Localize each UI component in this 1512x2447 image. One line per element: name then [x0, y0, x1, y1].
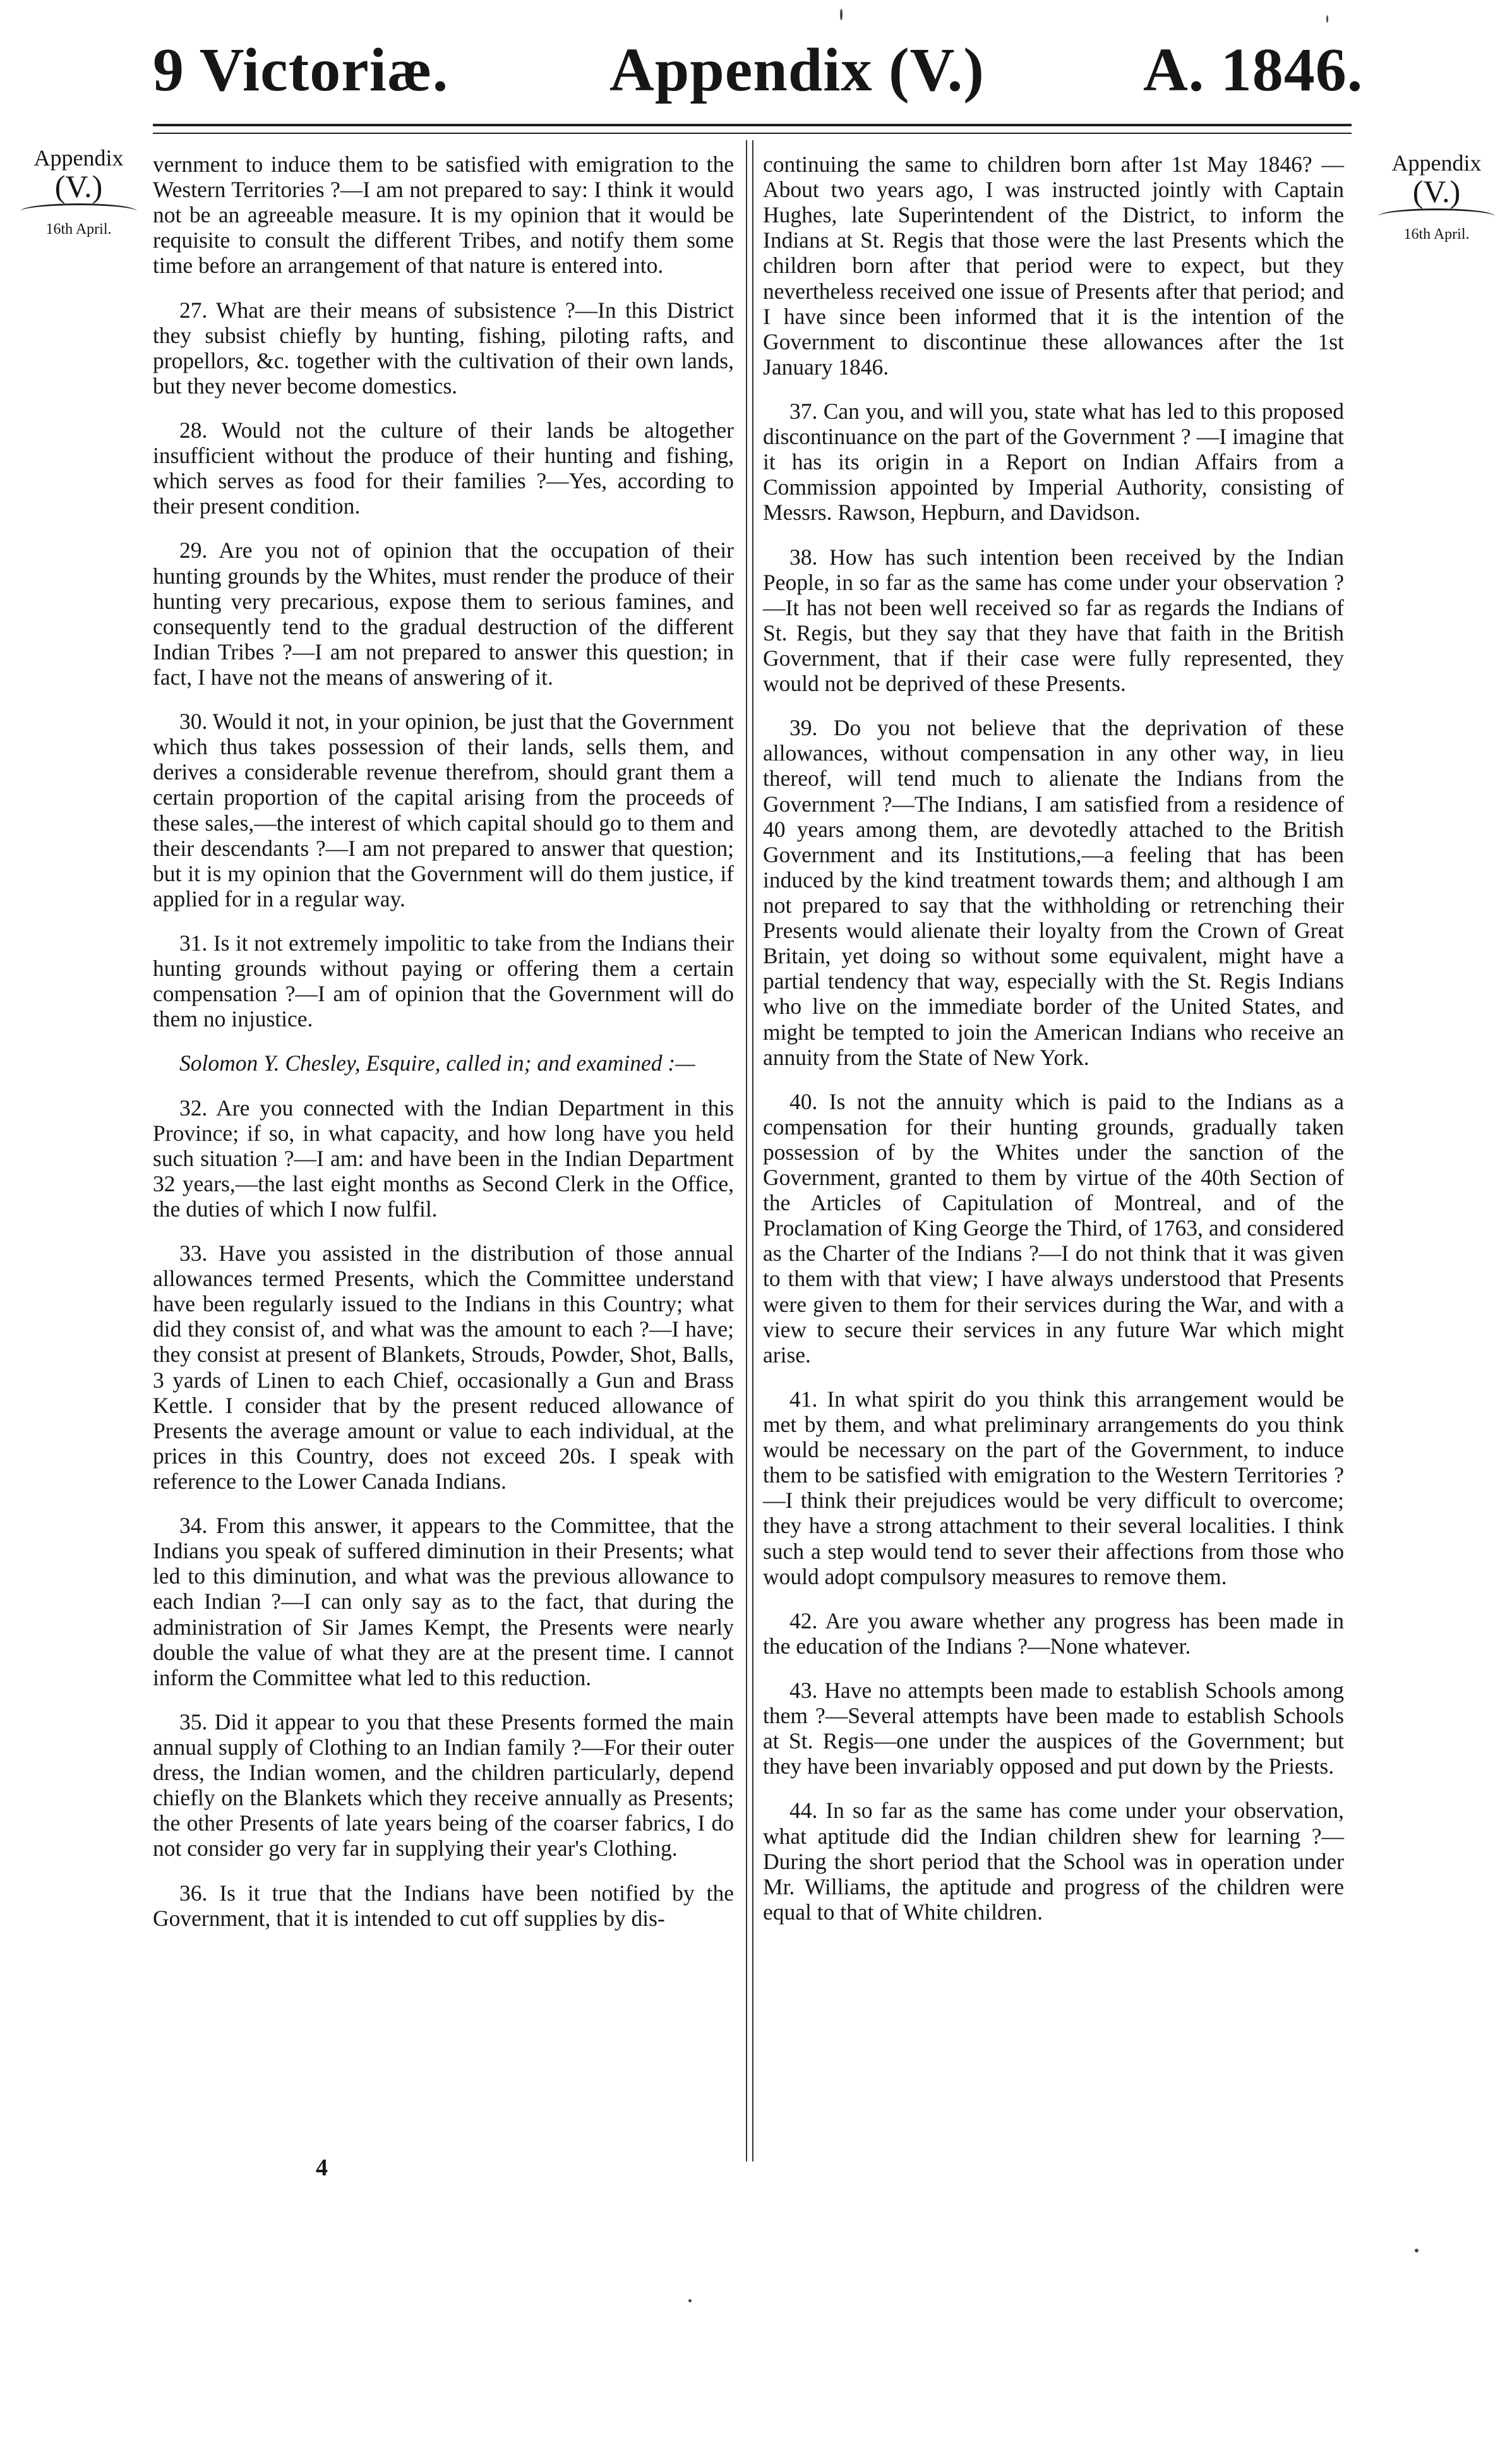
brace-mark	[20, 203, 137, 219]
print-speck	[840, 9, 843, 20]
column-separator	[746, 140, 753, 2161]
question-44: 44. In so far as the same has come under your observation, what aptitude did the Indian children shew for learning ?—During the short period that the School was in operation under Mr. Williams, the aptitude and progress of the children were equal to that of White children.	[763, 1798, 1344, 1925]
witness-called: Solomon Y. Chesley, Esquire, called in; and examined :—	[179, 1050, 695, 1076]
margin-note-date: 16th April.	[45, 220, 112, 237]
margin-note-left	[14, 147, 143, 237]
page-number: 4	[316, 2155, 328, 2181]
margin-note-appendix: (V.)	[1412, 173, 1461, 209]
question-32: 32. Are you connected with the Indian Department in this Province; if so, in what capacity, and how long have you held such situation ?—I am: and have been in the Indian Department 32 years,—the last eight months as Second Clerk in the Office, the duties of which I now fulfil.	[153, 1095, 734, 1222]
header-session: 9 Victoriæ.	[153, 36, 449, 104]
margin-note-appendix: (V.)	[54, 168, 103, 204]
margin-note-right	[1372, 152, 1501, 243]
question-37: 37. Can you, and will you, state what has led to this proposed discontinuance on the part of the Government ? —I imagine that it has its origin in a Report on Indian Affairs from a Commission appointed by Imperial Authority, consisting of Messrs. Rawson, Hepburn, and Davidson.	[763, 398, 1344, 526]
question-41: 41. In what spirit do you think this arrangement would be met by them, and what preliminary arrangements do you think would be necessary on the part of the Government, to induce them to be satisfied with emigration to the Western Territories ?—I think their prejudices would be very difficult to overcome; they have a strong attachment to their several localities. I think such a step would tend to sever their affections from those who would adopt compulsory measures to remove them.	[763, 1386, 1344, 1589]
question-33: 33. Have you assisted in the distribution of those annual allowances termed Presents, which the Committee understand have been regularly issued to the Indians in this Country; what did they consist of, and what was the amount to each ?—I have; they consist at present of Blankets, Strouds, Powder, Shot, Balls, 3 yards of Linen to each Chief, occasionally a Gun and Brass Kettle. I consider that by the present reduced allowance of Presents the average amount or value to each individual, at the prices in this Country, does not exceed 20s. I speak with reference to the Lower Canada Indians.	[153, 1241, 734, 1494]
margin-note-date: 16th April.	[1403, 225, 1470, 243]
question-36: 36. Is it true that the Indians have been notified by the Government, that it is intended to cut off supplies by dis-	[153, 1880, 734, 1931]
question-38: 38. How has such intention been received by the Indian People, in so far as the same has come under your observation ?—It has not been well received so far as regards the Indians of St. Regis, but they say that they have that faith in the British Government, that if their case were fully represented, they would not be deprived of these Presents.	[763, 544, 1344, 697]
margin-note-title: Appendix	[1391, 150, 1482, 176]
question-42: 42. Are you aware whether any progress has been made in the education of the Indians ?—None whatever.	[763, 1608, 1344, 1659]
header-appendix: Appendix (V.)	[609, 36, 985, 104]
paragraph-continuation: continuing the same to children born after 1st May 1846? —About two years ago, I was instructed jointly with Captain Hughes, late Superintendent of the District, to inform the Indians at St. Regis that those were the last Presents which the children born after that period were to expect, but they nevertheless received one issue of Presents after that period; and I have since been informed that it is the intention of the Government to discontinue these allowances after the 1st January 1846.	[763, 152, 1344, 380]
question-31: 31. Is it not extremely impolitic to take from the Indians their hunting grounds without paying or offering them a certain compensation ?—I am of opinion that the Government will do them no injustice.	[153, 930, 734, 1032]
paragraph-continuation: vernment to induce them to be satisfied with emigration to the Western Territories ?—I am not prepared to say: I think it would not be an agreeable measure. It is my opinion that it would be requisite to consult the different Tribes, and notify them some time before an arrangement of that nature is entered into.	[153, 152, 734, 279]
left-column	[153, 152, 734, 1950]
question-28: 28. Would not the culture of their lands be altogether insufficient without the produce of their hunting and fishing, which serves as food for their families ?—Yes, according to their present condition.	[153, 417, 734, 519]
brace-mark	[1378, 208, 1495, 224]
header-rule-top	[153, 124, 1352, 126]
header-year: A. 1846.	[1143, 36, 1364, 104]
question-29: 29. Are you not of opinion that the occupation of their hunting grounds by the Whites, must render the produce of their hunting very precarious, expose them to serious famines, and consequently tend to the gradual destruction of the different Indian Tribes ?—I am not prepared to answer this question; in fact, I have not the means of answering of it.	[153, 538, 734, 690]
question-43: 43. Have no attempts been made to establish Schools among them ?—Several attempts have been made to establish Schools at St. Regis—one under the auspices of the Government; but they have been invariably opposed and put down by the Priests.	[763, 1678, 1344, 1779]
question-30: 30. Would it not, in your opinion, be just that the Government which thus takes possession of their lands, sells them, and derives a considerable revenue therefrom, should grant them a certain proportion of the capital arising from the proceeds of these sales,—the interest of which capital should go to them and their descendants ?—I am not prepared to answer that question; but it is my opinion that the Government will do them justice, if applied for in a regular way.	[153, 709, 734, 911]
print-speck	[1326, 15, 1328, 23]
question-35: 35. Did it appear to you that these Presents formed the main annual supply of Clothing to an Indian family ?—For their outer dress, the Indian women, and the children particularly, depend chiefly on the Blankets which they receive annually as Presents; the other Presents of late years being of the coarser fabrics, I do not consider go very far in supplying their year's Clothing.	[153, 1709, 734, 1861]
right-column	[763, 152, 1344, 1944]
question-27: 27. What are their means of subsistence ?—In this District they subsist chiefly by hunting, fishing, piloting rafts, and propellors, &c. together with the cultivation of their own lands, but they never become domestics.	[153, 297, 734, 399]
question-34: 34. From this answer, it appears to the Committee, that the Indians you speak of suffered diminution in their Presents; what led to this diminution, and what was the previous allowance to each Indian ?—I can only say as to the fact, that during the administration of Sir James Kempt, the Presents were nearly double the value of what they are at the present time. I cannot inform the Committee what led to this reduction.	[153, 1513, 734, 1690]
margin-note-title: Appendix	[33, 145, 124, 171]
print-speck	[688, 2299, 692, 2302]
print-speck	[1415, 2249, 1419, 2252]
header-rule-bottom	[153, 133, 1352, 134]
question-39: 39. Do you not believe that the deprivation of these allowances, without compensation in any other way, in lieu thereof, will tend much to alienate the Indians from the Government ?—The Indians, I am satisfied from a residence of 40 years among them, are devotedly attached to the British Government and its Institutions,—a feeling that has been induced by the kind treatment towards them; and although I am not prepared to say that the withholding or retrenching their Presents would alienate their loyalty from the Crown of Great Britain, yet doing so without some equivalent, might have a partial tendency that way, especially with the St. Regis Indians who live on the immediate border of the United States, and might be tempted to join the American Indians who receive an annuity from the State of New York.	[763, 715, 1344, 1070]
question-40: 40. Is not the annuity which is paid to the Indians as a compensation for their hunting grounds, gradually taken possession of by the Whites under the sanction of the Government, granted to them by virtue of the 40th Section of the Articles of Capitulation of Montreal, and of the Proclamation of King George the Third, of 1763, and considered as the Charter of the Indians ?—I do not think that it was given to them with that view; I have always understood that Presents were given to them for their services during the War, and with a view to secure their services in any future War which might arise.	[763, 1088, 1344, 1368]
